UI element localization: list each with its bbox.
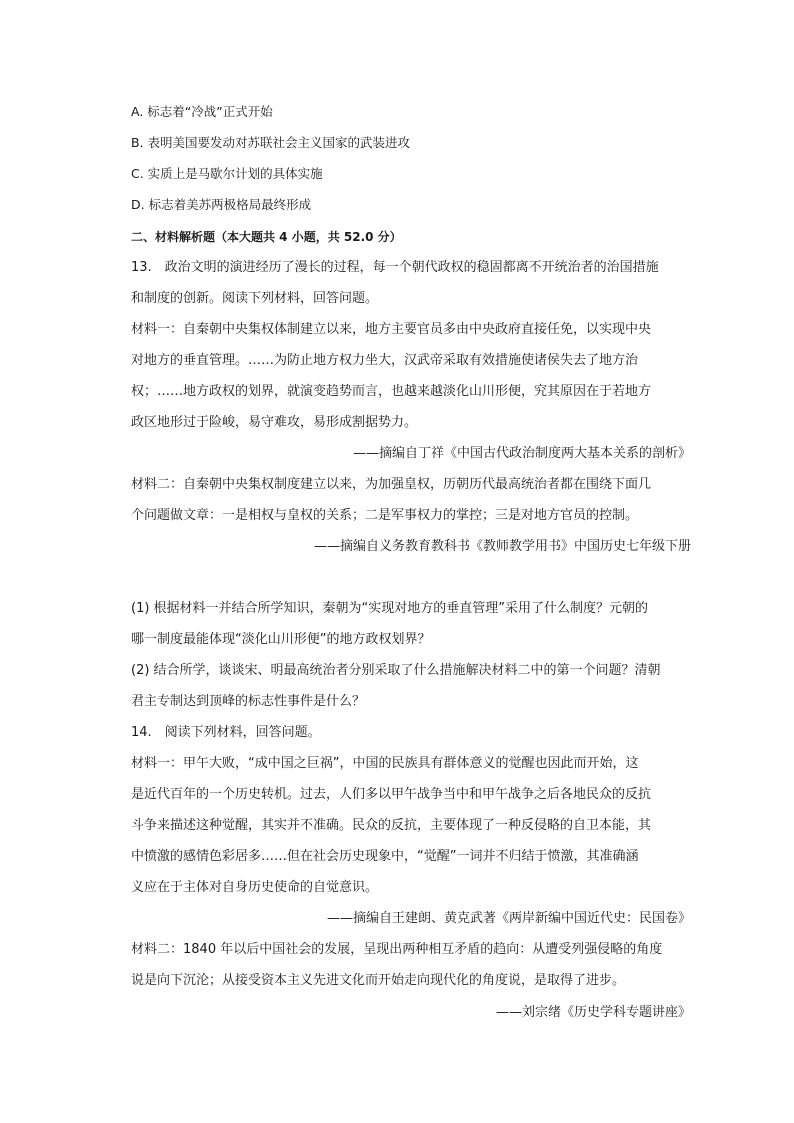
section-title: 二、材料解析题（本大题共 4 小题，共 52.0 分） — [131, 230, 402, 244]
q13-intro-line: 13. 政治文明的演进经历了漫长的过程，每一个朝代政权的稳固都离不开统治者的治国措施 — [131, 260, 659, 275]
q13-material2-line: 个问题做文章：一是相权与皇权的关系；二是军事权力的掌控；三是对地方官员的控制。 — [131, 508, 639, 523]
q14-intro: 14. 阅读下列材料，回答问题。 — [131, 725, 321, 740]
q13-question-line: (2) 结合所学，谈谈宋、明最高统治者分别采取了什么措施解决材料二中的第一个问题？清朝 — [131, 663, 661, 678]
q13-intro-line: 和制度的创新。阅读下列材料，回答问题。 — [131, 291, 379, 306]
q13-question-line: 君主专制达到顶峰的标志性事件是什么？ — [131, 694, 366, 709]
option-c: C. 实质上是马歇尔计划的具体实施 — [131, 166, 323, 181]
q13-question-line: 哪一制度最能体现“淡化山川形便”的地方政权划界？ — [131, 632, 431, 647]
option-d: D. 标志着美苏两极格局最终形成 — [131, 197, 312, 212]
q14-material1-line: 是近代百年的一个历史转机。过去，人们多以甲午战争当中和甲午战争之后各地民众的反抗 — [131, 787, 652, 802]
q14-material1-line: 斗争来描述这种觉醒，其实并不准确。民众的反抗，主要体现了一种反侵略的自卫本能，其 — [131, 818, 652, 833]
q14-material1-line: 中愤激的感情色彩居多……但在社会历史现象中，“觉醒”一词并不归结于愤激，其准确涵 — [131, 849, 639, 864]
q14-material2-line: 说是向下沉沦；从接受资本主义先进文化而开始走向现代化的角度说，是取得了进步。 — [131, 973, 626, 988]
q14-source1: ——摘编自王建朗、黄克武著《两岸新编中国近代史：民国卷》 — [326, 911, 691, 926]
option-b: B. 表明美国要发动对苏联社会主义国家的武装进攻 — [131, 135, 411, 150]
q14-material1-line: 义应在于主体对自身历史使命的自觉意识。 — [131, 880, 379, 895]
q13-material1-line: 政区地形过于险峻，易守难攻，易形成割据势力。 — [131, 415, 418, 430]
q14-material1-line: 材料一：甲午大败，“成中国之巨祸”，中国的民族具有群体意义的觉醒也因此而开始，这 — [131, 756, 639, 771]
option-a: A. 标志着“冷战”正式开始 — [131, 104, 273, 119]
q13-material1-line: 对地方的垂直管理。……为防止地方权力坐大，汉武帝采取有效措施使诸侯失去了地方治 — [131, 353, 639, 368]
q14-source2: ——刘宗绪《历史学科专题讲座》 — [495, 1005, 691, 1020]
q14-material2-line: 材料二：1840 年以后中国社会的发展，呈现出两种相互矛盾的趋向：从遭受列强侵略的角度 — [131, 942, 663, 957]
q13-material1-line: 权；……地方政权的划界，就演变趋势而言，也越来越淡化山川形便，究其原因在于若地方 — [131, 384, 652, 399]
q13-material2-line: 材料二：自秦朝中央集权制度建立以来，为加强皇权，历朝历代最高统治者都在围绕下面几 — [131, 477, 652, 492]
q13-source1: ——摘编自丁祥《中国古代政治制度两大基本关系的剖析》 — [352, 446, 691, 461]
q13-source2: ——摘编自义务教育教科书《教师教学用书》中国历史七年级下册 — [313, 539, 691, 554]
q13-material1-line: 材料一：自秦朝中央集权体制建立以来，地方主要官员多由中央政府直接任免，以实现中央 — [131, 322, 652, 337]
q13-question-line: (1) 根据材料一并结合所学知识，秦朝为“实现对地方的垂直管理”采用了什么制度？元朝的 — [131, 601, 649, 616]
